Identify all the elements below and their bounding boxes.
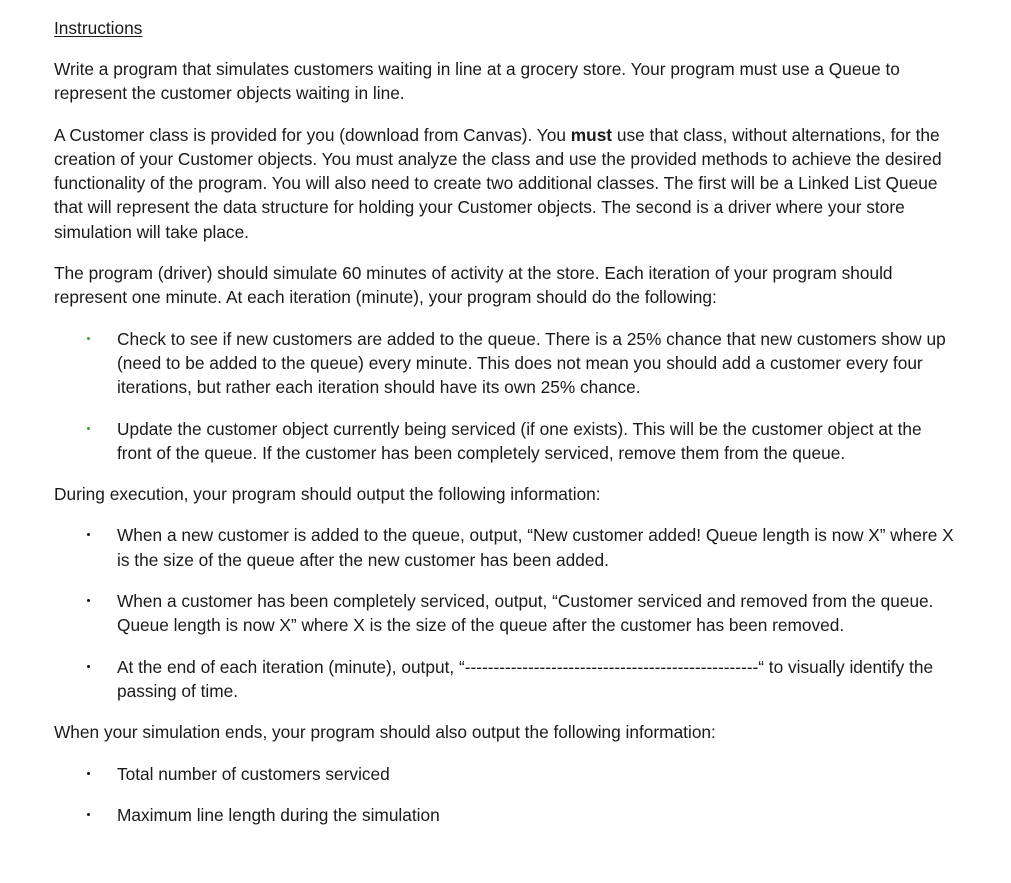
final-paragraph: When your simulation ends, your program should also output the following information: [54, 722, 716, 743]
customer-class-text-before: A Customer class is provided for you (download from Canvas). You [54, 124, 571, 145]
list-item [54, 762, 954, 786]
bullet-icon [87, 599, 90, 602]
list-item [54, 655, 954, 704]
document-body [54, 16, 954, 844]
driver-paragraph: The program (driver) should simulate 60 minutes of activity at the store. Each iteration of your program should represent one minute. At each iteration (minute), your program should do the following: [54, 263, 893, 308]
list-item [54, 523, 954, 572]
list-item-text: Check to see if new customers are added to the queue. There is a 25% chance that new customers show up (need to be added to the queue) every minute. This does not mean you should add a customer every four iterations, but rather each iteration should have its own 25% chance. [117, 328, 946, 398]
list-item-text: At the end of each iteration (minute), output, “---------------------------------------------------“ to visually identify the passing of time. [117, 656, 934, 701]
execution-paragraph: During execution, your program should output the following information: [54, 484, 601, 505]
bullet-icon [87, 772, 90, 775]
list-item [54, 327, 954, 400]
final-outputs-list [54, 762, 954, 828]
bullet-icon [87, 533, 90, 536]
bullet-icon [87, 337, 90, 340]
list-item-text: Total number of customers serviced [117, 763, 390, 784]
list-item-text: Update the customer object currently being serviced (if one exists). This will be the customer object at the front of the queue. If the customer has been completely serviced, remove them from the queue. [117, 418, 922, 463]
bullet-icon [87, 813, 90, 816]
intro-paragraph: Write a program that simulates customers waiting in line at a grocery store. Your program must use a Queue to represent the customer objects waiting in line. [54, 59, 900, 104]
list-item-text: Maximum line length during the simulation [117, 804, 440, 825]
bullet-icon [87, 427, 90, 430]
list-item [54, 589, 954, 638]
instructions-heading: Instructions [54, 18, 143, 38]
bullet-icon [87, 665, 90, 668]
iteration-steps-list [54, 327, 954, 465]
list-item [54, 417, 954, 466]
emphasis-must: must [570, 124, 613, 145]
execution-outputs-list [54, 523, 954, 703]
list-item-text: When a customer has been completely serviced, output, “Customer serviced and removed from the queue. Queue length is now X” where X is the size of the queue after the customer has been removed. [117, 591, 934, 636]
list-item-text: When a new customer is added to the queue, output, “New customer added! Queue length is now X” where X is the size of the queue after the new customer has been added. [117, 525, 954, 570]
customer-class-paragraph [54, 123, 954, 244]
customer-class-text-after: use that class, without alternations, for the creation of your Customer objects. You must analyze the class and use the provided methods to achieve the desired functionality of the program. You will also need to create two additional classes. The first will be a Linked List Queue that will represent the data structure for holding your Customer objects. The second is a driver where your store simulation will take place. [54, 124, 942, 242]
list-item [54, 803, 954, 827]
